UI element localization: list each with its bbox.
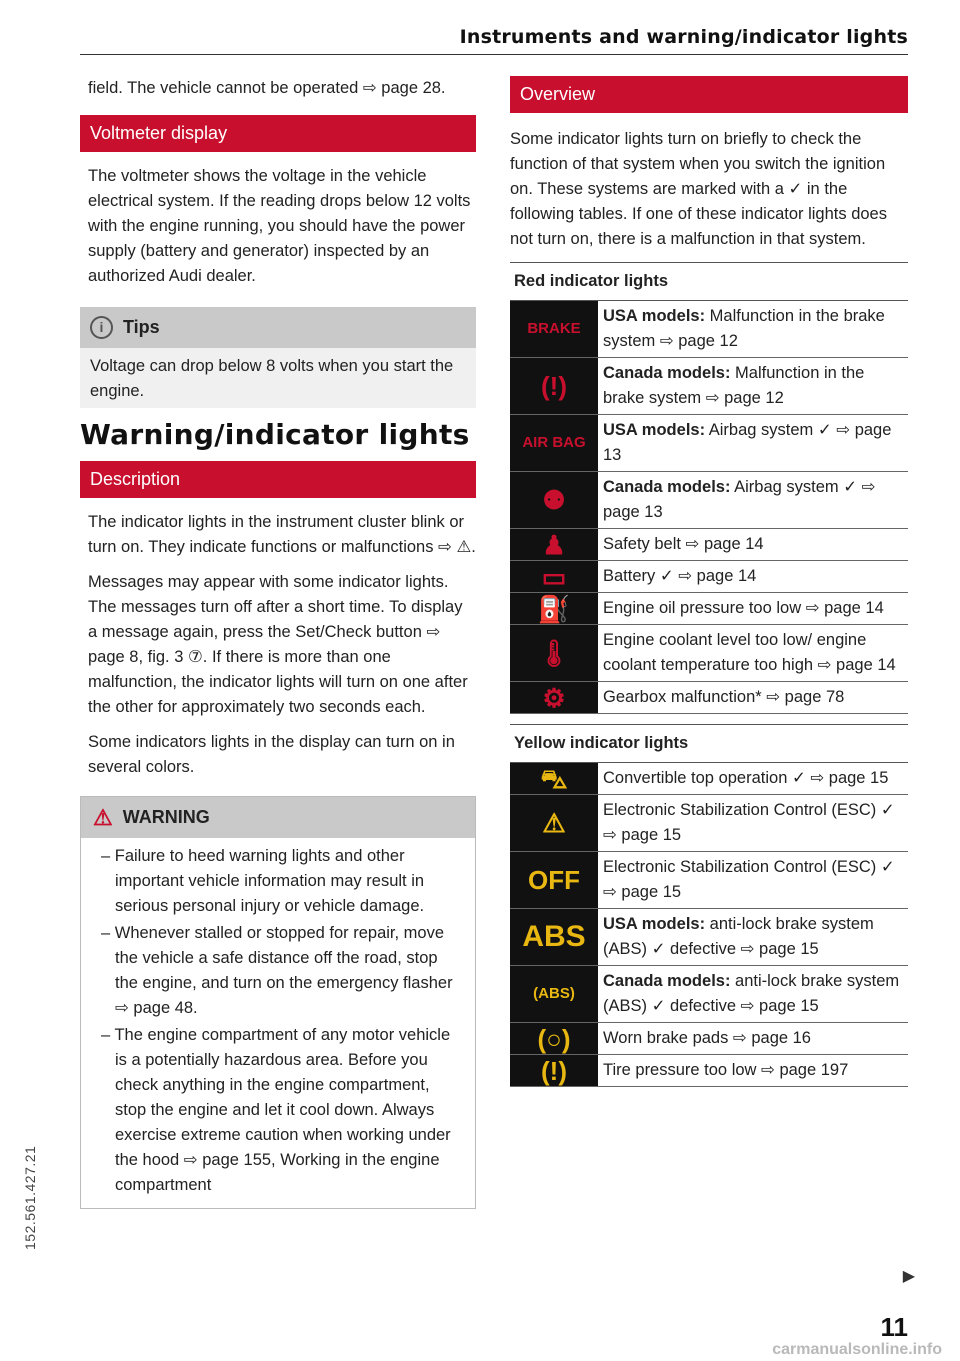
left-column [80,76,476,1209]
indicator-row [510,415,908,472]
red-indicator-table [510,301,908,714]
gearbox-icon: ⚙ [542,682,566,713]
tips-box [80,307,476,408]
indicator-row [510,682,908,714]
warning-triangle-icon: ⚠ [93,805,113,830]
indicator-icon-cell [510,472,598,528]
indicator-icon-cell [510,795,598,851]
brake-circle-icon: (!) [541,371,567,401]
indicator-text: Engine coolant level too low/ engine coolant temperature too high ⇨ page 14 [603,631,896,674]
indicator-model-label: Canada models: [603,478,731,496]
description-p1: The indicator lights in the instrument cluster blink or turn on. They indicate functions or malfunctions ⇨ ⚠. [88,513,476,556]
indicator-icon-cell [510,301,598,357]
tips-header [80,307,476,348]
coolant-thermometer-icon: 🌡 [537,638,571,668]
page-header-title: Instruments and warning/indicator lights [459,26,908,48]
indicator-icon-cell [510,966,598,1022]
indicator-description [598,1055,854,1086]
brake-text-icon: BRAKE [527,320,581,337]
indicator-text: Safety belt ⇨ page 14 [603,535,764,553]
indicator-icon-cell [510,682,598,713]
esc-off-icon: OFF [528,865,580,895]
right-column [510,76,908,1087]
indicator-icon-cell [510,415,598,471]
indicator-row [510,472,908,529]
indicator-row [510,301,908,358]
indicator-icon-cell [510,909,598,965]
indicator-text: Tire pressure too low ⇨ page 197 [603,1061,849,1079]
indicator-text: anti-lock brake system (ABS) ✓ defective ⇨ page 15 [603,972,900,1015]
indicator-row [510,852,908,909]
indicator-description [598,852,908,908]
indicator-description [598,625,908,681]
tire-pressure-icon: (!) [541,1055,567,1086]
indicator-row [510,529,908,561]
indicator-description [598,763,894,794]
tips-label: Tips [123,317,160,337]
indicator-description [598,593,890,624]
warning-item: – Whenever stalled or stopped for repair, move the vehicle a safe distance off the road, stop the engine, and turn on the emergency flasher ⇨ page 48. [101,924,453,1017]
indicator-icon-cell [510,593,598,624]
abs-text-icon: ABS [522,920,586,953]
seat-belt-icon: ♟ [542,529,566,560]
indicator-text: Airbag system ✓ ⇨ page 13 [603,478,876,521]
indicator-row [510,909,908,966]
indicator-description [598,1023,817,1054]
indicator-icon-cell [510,625,598,681]
indicator-text: Gearbox malfunction* ⇨ page 78 [603,688,845,706]
oil-can-icon: ⛽ [537,593,571,624]
description-p2: Messages may appear with some indicator lights. The messages turn off after a short time. To display a message again, press the Set/Check button ⇨ page 8, fig. 3 ⑦. If there is more than one malfunction, the indicator lights will turn on one after the other for approximately two seconds each. [88,573,468,716]
indicator-text: Malfunction in the brake system ⇨ page 12 [603,364,865,407]
indicator-row [510,593,908,625]
indicator-text: Electronic Stabilization Control (ESC) ✓ ⇨ page 15 [603,858,895,901]
warning-item: – Failure to heed warning lights and other important vehicle information may result in serious personal injury or vehicle damage. [101,847,425,915]
voltmeter-heading: Voltmeter display [80,115,476,152]
indicator-text: Convertible top operation ✓ ⇨ page 15 [603,769,889,787]
watermark: carmanualsonline.info [772,1341,942,1358]
indicator-icon-cell [510,1055,598,1086]
indicator-icon-cell [510,1023,598,1054]
indicator-model-label: Canada models: [603,364,731,382]
indicator-description [598,301,908,357]
warning-item: – The engine compartment of any motor vehicle is a potentially hazardous area. Before you check anything in the engine compartment, stop the engine and let it cool down. Always exercise extreme caution when working under the hood ⇨ page 155, Working in the engine compartment [101,1026,451,1194]
indicator-model-label: USA models: [603,915,706,933]
indicator-icon-cell [510,852,598,908]
warning-header [81,797,475,838]
indicator-description [598,795,908,851]
indicator-model-label: USA models: [603,421,706,439]
warning-box [80,796,476,1209]
voltmeter-text: The voltmeter shows the voltage in the vehicle electrical system. If the reading drops below 12 volts with the engine running, you should have the power supply (battery and generator) inspected by an authorized Audi dealer. [88,167,471,285]
indicator-row [510,358,908,415]
indicator-text: Electronic Stabilization Control (ESC) ✓ ⇨ page 15 [603,801,895,844]
indicator-row [510,1055,908,1087]
indicator-icon-cell [510,763,598,794]
indicator-icon-cell [510,561,598,592]
indicator-description [598,682,850,713]
indicator-description [598,358,908,414]
brake-pads-icon: (○) [537,1023,571,1054]
indicator-description [598,529,770,560]
battery-icon: ▭ [541,561,567,592]
overview-text: Some indicator lights turn on briefly to check the function of that system when you switch the ignition on. These systems are marked with a ✓ in the following tables. If one of these indicator lights does not turn on, there is a malfunction in that system. [510,130,887,248]
indicator-text: Engine oil pressure too low ⇨ page 14 [603,599,884,617]
indicator-row [510,1023,908,1055]
red-indicator-heading: Red indicator lights [510,262,908,301]
airbag-text-icon: AIR BAG [522,434,586,451]
indicator-description [598,561,762,592]
esc-icon: ⚠ [542,808,566,838]
indicator-icon-cell [510,529,598,560]
next-page-arrow-icon: ▶ [902,1268,915,1285]
indicator-text: Battery ✓ ⇨ page 14 [603,567,757,585]
side-code: 152.561.427.21 [22,1145,38,1250]
convertible-top-icon: ⛍ [540,763,568,794]
indicator-row [510,795,908,852]
main-heading: Warning/indicator lights [80,418,470,451]
yellow-indicator-heading: Yellow indicator lights [510,724,908,763]
indicator-text: anti-lock brake system (ABS) ✓ defective ⇨ page 15 [603,915,874,958]
description-heading: Description [80,461,476,498]
indicator-description [598,966,908,1022]
header-rule [80,54,908,55]
indicator-row [510,561,908,593]
warning-list [81,838,475,1208]
abs-circle-icon: (ABS) [533,985,575,1002]
indicator-model-label: USA models: [603,307,706,325]
indicator-icon-cell [510,358,598,414]
indicator-text: Malfunction in the brake system ⇨ page 12 [603,307,885,350]
info-icon: i [90,316,113,339]
indicator-description [598,909,908,965]
indicator-text: Worn brake pads ⇨ page 16 [603,1029,811,1047]
indicator-description [598,472,908,528]
page-number: 11 [880,1312,908,1342]
airbag-seat-icon: ⚉ [542,485,566,515]
indicator-description [598,415,908,471]
description-p3: Some indicators lights in the display can turn on in several colors. [88,733,455,776]
overview-heading: Overview [510,76,908,113]
tips-text: Voltage can drop below 8 volts when you start the engine. [90,357,454,400]
intro-text: field. The vehicle cannot be operated ⇨ page 28. [88,79,446,97]
indicator-row [510,966,908,1023]
yellow-indicator-table [510,763,908,1087]
indicator-row [510,763,908,795]
indicator-model-label: Canada models: [603,972,731,990]
warning-label: WARNING [122,807,210,827]
indicator-text: Airbag system ✓ ⇨ page 13 [603,421,892,464]
indicator-row [510,625,908,682]
